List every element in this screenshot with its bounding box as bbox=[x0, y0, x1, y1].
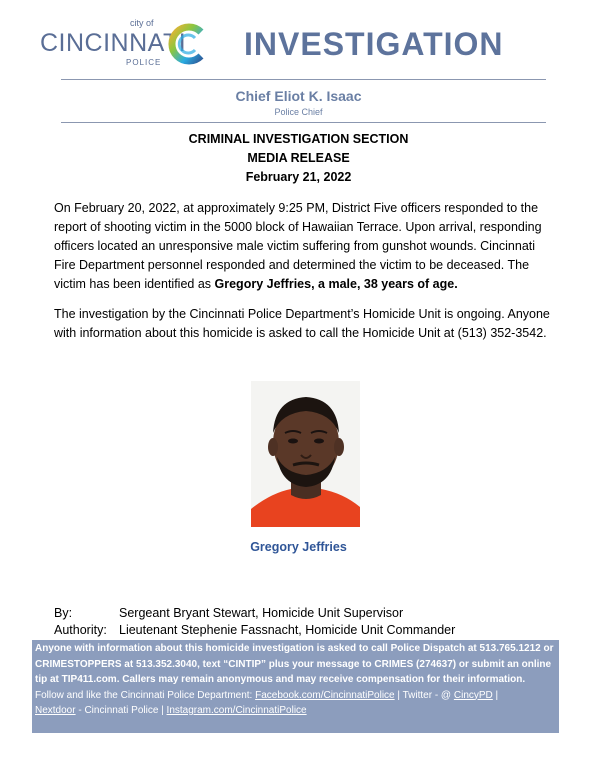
twitter-link[interactable]: CincyPD bbox=[453, 689, 493, 701]
victim-photo bbox=[251, 381, 360, 527]
separator: - Cincinnati Police | bbox=[75, 705, 167, 716]
instagram-link[interactable]: Instagram.com/CincinnatiPolice bbox=[166, 705, 307, 716]
authority-label: Authority: bbox=[54, 623, 107, 637]
release-date: February 21, 2022 bbox=[245, 170, 352, 184]
incident-paragraph bbox=[54, 199, 554, 294]
incident-text: On February 20, 2022, at approximately 9:25 PM, District Five officers responded to the report of shooting victim in the 5000 block of Hawaiian Terrace. Upon arrival, responding officers located an unresponsive male victim suffering from gunshot wounds. Cincinnati Fire Department personnel responded and determined the victim to be deceased. The victim has been identified as bbox=[54, 201, 542, 291]
by-label: By: bbox=[54, 606, 73, 620]
photo-caption: Gregory Jeffries bbox=[250, 540, 347, 554]
header-divider bbox=[61, 79, 546, 80]
investigation-paragraph: The investigation by the Cincinnati Police Department’s Homicide Unit is ongoing. Anyone with information about this homicide is asked to call the Homicide Unit at (513) 352-3542. bbox=[54, 307, 550, 340]
logo-cincinnati: CINCINNATI bbox=[40, 29, 187, 57]
separator: | Twitter - @ bbox=[394, 689, 454, 701]
nextdoor-link[interactable]: Nextdoor bbox=[35, 705, 76, 716]
logo-police: POLICE bbox=[126, 58, 162, 67]
section-heading: CRIMINAL INVESTIGATION SECTION bbox=[188, 132, 409, 146]
header-divider-bottom bbox=[61, 122, 546, 123]
city-c-logo-icon bbox=[165, 22, 209, 66]
release-type: MEDIA RELEASE bbox=[247, 151, 350, 165]
tip-info-box bbox=[32, 640, 559, 733]
follow-prefix: Follow and like the Cincinnati Police Department: bbox=[35, 689, 256, 701]
tip-text: Anyone with information about this homicide investigation is asked to call Police Dispatch at 513.765.1212 or CRIMESTOPPERS at 513.352.3040, text “CINTIP” plus your message to CRIMES (274637) or submit an online tip at TIP411.com. Callers may remain anonymous and may receive compensation for their information. bbox=[35, 643, 554, 685]
victim-identification: Gregory Jeffries, a male, 38 years of age. bbox=[214, 277, 458, 291]
facebook-link[interactable]: Facebook.com/CincinnatiPolice bbox=[255, 689, 395, 701]
page-title: INVESTIGATION bbox=[244, 26, 504, 62]
chief-title: Police Chief bbox=[274, 107, 323, 117]
portrait-image bbox=[251, 381, 360, 527]
by-value: Sergeant Bryant Stewart, Homicide Unit Supervisor bbox=[119, 606, 404, 620]
separator: | bbox=[492, 689, 499, 701]
authority-value: Lieutenant Stephenie Fassnacht, Homicide Unit Commander bbox=[119, 623, 456, 637]
logo-city-of: city of bbox=[130, 18, 154, 28]
chief-name: Chief Eliot K. Isaac bbox=[235, 88, 362, 104]
